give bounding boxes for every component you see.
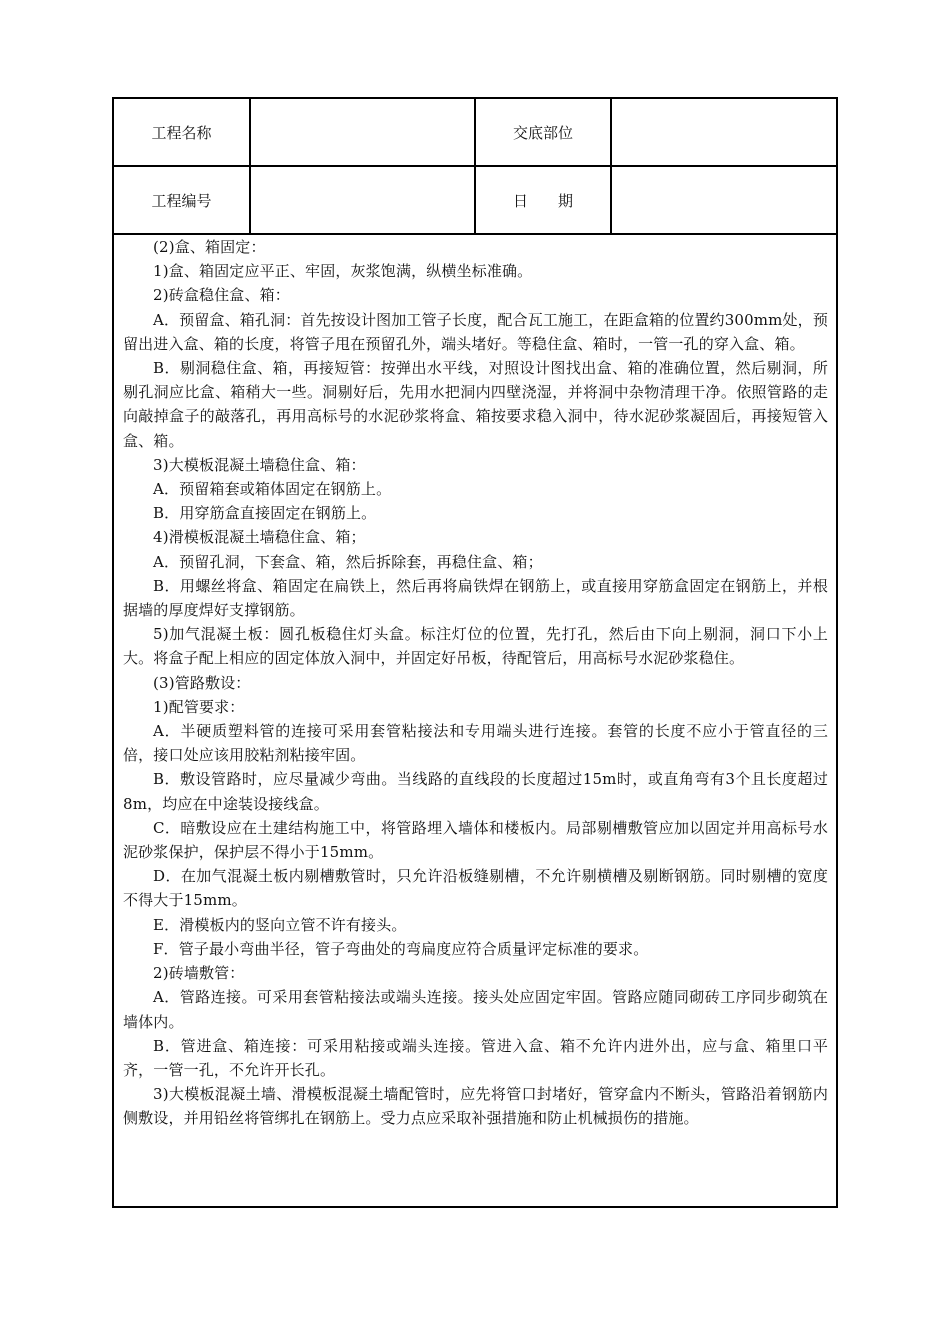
paragraph: B．用穿筋盒直接固定在钢筋上。 (153, 504, 377, 523)
paragraph: E．滑模板内的竖向立管不许有接头。 (153, 915, 407, 934)
date-label: 日 期 (476, 167, 612, 233)
paragraph: 1)配管要求： (153, 697, 245, 716)
paragraph: A．预留箱套或箱体固定在钢筋上。 (153, 480, 392, 499)
header-row-1 (114, 99, 836, 167)
paragraph: (2)盒、箱固定： (153, 238, 266, 256)
paragraph: 5)加气混凝土板：圆孔板稳住灯头盒。标注灯位的位置，先打孔，然后由下向上剔洞，洞口下小上大。将盒子配上相应的固定体放入洞中，并固定好吊板，待配管后，用高标号水泥砂浆稳住。 (123, 625, 828, 668)
paragraph: 2)砖盒稳住盒、箱： (153, 286, 290, 305)
header-row-2 (114, 167, 836, 235)
paragraph: A．管路连接。可采用套管粘接法或端头连接。接头处应固定牢固。管路应随同砌砖工序同步砌筑在墙体内。 (123, 988, 828, 1031)
project-no-label: 工程编号 (114, 167, 251, 233)
handover-part-value (612, 99, 836, 165)
paragraph: D．在加气混凝土板内剔槽敷管时，只允许沿板缝剔槽，不允许剔横槽及剔断钢筋。同时剔槽的宽度不得大于15mm。 (123, 867, 828, 910)
paragraph: 1)盒、箱固定应平正、牢固，灰浆饱满，纵横坐标准确。 (153, 262, 533, 281)
paragraph: B．管进盒、箱连接：可采用粘接或端头连接。管进入盒、箱不允许内进外出，应与盒、箱里口平齐，一管一孔，不允许开长孔。 (123, 1036, 828, 1079)
paragraph: B．用螺丝将盒、箱固定在扁铁上，然后再将扁铁焊在钢筋上，或直接用穿筋盒固定在钢筋上，并根据墙的厚度焊好支撑钢筋。 (123, 576, 828, 620)
paragraph: 3)大模板混凝土墙稳住盒、箱： (153, 455, 366, 474)
paragraph: B．敷设管路时，应尽量减少弯曲。当线路的直线段的长度超过15m时，或直角弯有3个且长度超过8m，均应在中途装设接线盒。 (123, 770, 828, 813)
handover-form (112, 97, 838, 1208)
paragraph: 4)滑模板混凝土墙稳住盒、箱； (153, 528, 366, 547)
paragraph: C．暗敷设应在土建结构施工中，将管路埋入墙体和楼板内。局部剔槽敷管应加以固定并用高标号水泥砂浆保护，保护层不得小于15mm。 (123, 818, 828, 862)
paragraph: 2)砖墙敷管： (153, 964, 245, 983)
paragraph: 3)大模板混凝土墙、滑模板混凝土墙配管时，应先将管口封堵好，管穿盒内不断头，管路沿着钢筋内侧敷设，并用铅丝将管绑扎在钢筋上。受力点应采取补强措施和防止机械损伤的措施。 (123, 1085, 828, 1128)
project-no-value (251, 167, 476, 233)
project-name-label: 工程名称 (114, 99, 251, 165)
handover-content (114, 235, 836, 1131)
paragraph: A．预留孔洞，下套盒、箱，然后拆除套，再稳住盒、箱； (153, 552, 543, 571)
project-name-value (251, 99, 476, 165)
date-value (612, 167, 836, 233)
paragraph: A．半硬质塑料管的连接可采用套管粘接法和专用端头进行连接。套管的长度不应小于管直径的三倍，接口处应该用胶粘剂粘接牢固。 (123, 722, 828, 765)
paragraph: F．管子最小弯曲半径，管子弯曲处的弯扁度应符合质量评定标准的要求。 (153, 939, 649, 958)
paragraph: (3)管路敷设： (153, 673, 251, 692)
handover-part-label: 交底部位 (476, 99, 612, 165)
paragraph: A．预留盒、箱孔洞：首先按设计图加工管子长度，配合瓦工施工，在距盒箱的位置约300mm处，预留出进入盒、箱的长度，将管子甩在预留孔外，端头堵好。等稳住盒、箱时，一管一孔的穿入盒、箱。 (123, 310, 828, 353)
paragraph: B．剔洞稳住盒、箱，再接短管：按弹出水平线，对照设计图找出盒、箱的准确位置，然后剔洞，所剔孔洞应比盒、箱稍大一些。洞剔好后，先用水把洞内四壁浇湿，并将洞中杂物清理干净。依照管路的走向敲掉盒子的敲落孔，再用高标号的水泥砂浆将盒、箱按要求稳入洞中，待水泥砂浆凝固后，再接短管入盒、箱。 (123, 359, 828, 450)
